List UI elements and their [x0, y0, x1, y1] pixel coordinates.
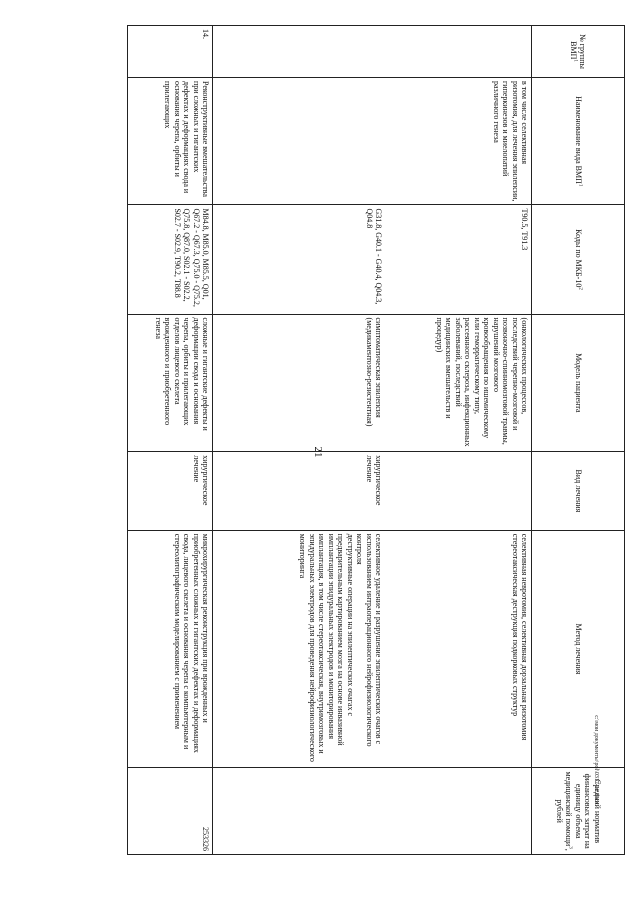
cell-method: микрохирургическая реконструкция при врожденных и приобретенных сложных и гигантских дефектах и деформациях свода, лицевого скелета и основания черепа с компьютерным и стереолитографическим моделированием с применением	[128, 530, 213, 768]
table-wrapper	[85, 25, 625, 855]
cell-model: симптоматическая эпилепсия (медикаментозно-резистентная)	[213, 314, 386, 452]
table-row	[213, 26, 386, 855]
header-codes: Коды по МКБ-$10^2$	[532, 205, 625, 314]
table-row	[385, 26, 532, 855]
rotated-table-container	[85, 25, 625, 855]
vmp-table	[127, 25, 625, 855]
table-row	[128, 26, 213, 855]
cell-method: селективная невротомия, селективная дорзальная ризотомия стереотаксическая деструкция подкорковых структур	[385, 530, 532, 768]
page-number: 21	[312, 446, 324, 458]
header-type: Вид лечения	[532, 452, 625, 531]
cell-cost: 253326	[128, 768, 213, 855]
cell-type: хирургическое лечение	[213, 452, 386, 531]
cell-codes: М84.8, М85.0, М85.5, Q01, Q67.2 - Q67.3, Q75.0 - Q75.2, Q75.8, Q87.0, S02.1 - S02.2, S02.7 - S02.9, Т90.2, Т88.8	[128, 205, 213, 314]
cell-codes: G31.8, G40.1 - G40.4, Q04.3, Q04.8	[213, 205, 386, 314]
cell-model: сложные и гигантские дефекты и деформации свода и основания черепа, орбиты и прилегающих отделов лицевого скелета врожденного и приобретенного генеза	[128, 314, 213, 452]
table-header-row	[532, 26, 625, 855]
cell-name: Реконструктивные вмешательства при сложных и гигантских дефектах и деформациях свода и основания черепа, орбиты и прилегающих	[128, 78, 213, 205]
cell-group	[213, 26, 386, 78]
cell-group	[385, 26, 532, 78]
cell-type	[385, 452, 532, 531]
header-group: № группы ВМП$^1$	[532, 26, 625, 78]
header-cost: Средний норматив финансовых затрат на единицу объема медицинской помощи$^3$, рублей	[532, 768, 625, 855]
header-method: Метод лечения	[532, 530, 625, 768]
cell-model: (онкологических процессов, последствий черепно-мозговой и позвоночно-спинномозговой травмы, нарушений мозгового кровообращения по ишемическому или геморрагическому типу, рассеянного склероза, инфекционных заболеваний, последствий медицинских вмешательств и процедур)	[385, 314, 532, 452]
cell-name: в том числе селективная ризотомия, для лечения эпилепсии, гиперкинезов и миелопатий различного генеза	[385, 78, 532, 205]
cell-type: хирургическое лечение	[128, 452, 213, 531]
cell-method: селективное удаление и разрушение эпилептических очагов с использованием интраоперационного нейрофизиологического контроля деструктивные операции на эпилептических очагах с предварительным картированием мозга на основе инвазивной имплантации эпидуральных электродов и мониторирования имплантация, в том числе стереотаксическая, внутримозговых и эпидуральных электродов для проведения нейрофизиологического мониторинга	[213, 530, 386, 768]
cell-cost	[213, 768, 386, 855]
cell-codes: Т90.5, Т91.3	[385, 205, 532, 314]
cell-cost	[385, 768, 532, 855]
header-model: Модель пациента	[532, 314, 625, 452]
cell-name	[213, 78, 386, 205]
cell-group: 14.	[128, 26, 213, 78]
footer-file-path: c:\мои документы\pol\0317-ап.docx	[593, 715, 599, 805]
header-name: Наименование вида ВМП$^1$	[532, 78, 625, 205]
